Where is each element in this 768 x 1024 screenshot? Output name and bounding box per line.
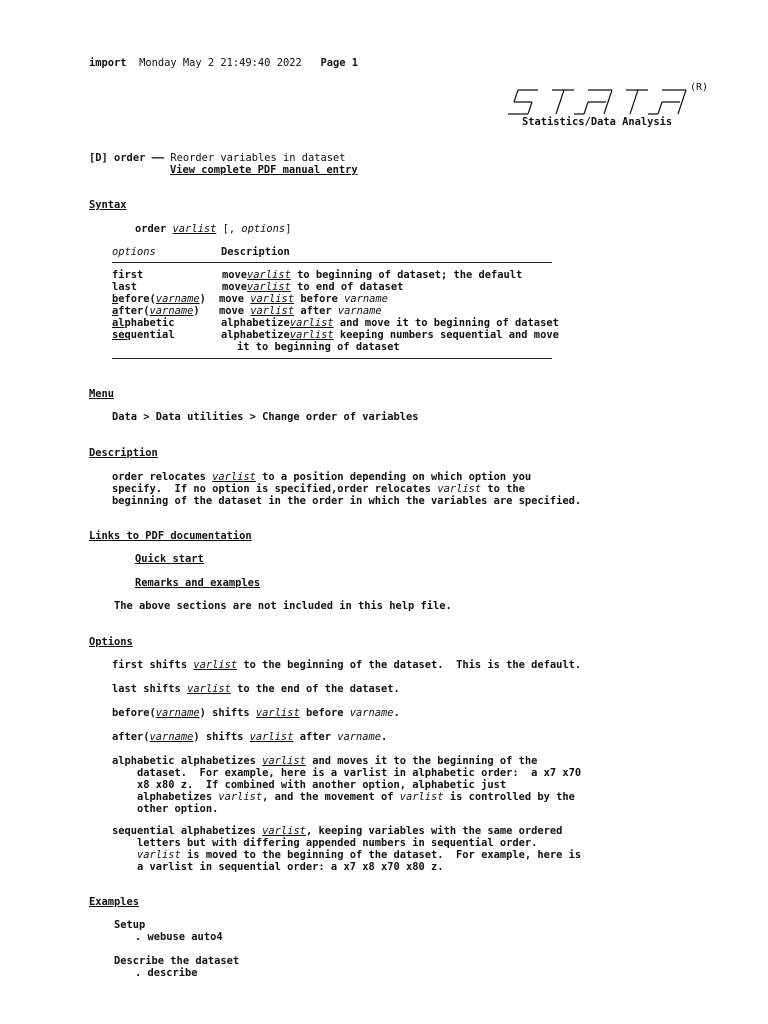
header-prog: import	[89, 57, 127, 69]
description-line-1: order relocates varlist to a position depending on which option you	[112, 471, 532, 483]
examples-describe-label: Describe the dataset	[114, 955, 240, 967]
header-page: Page 1	[320, 57, 359, 69]
stata-logo	[508, 82, 708, 132]
option-after-desc: move varlist after varname	[219, 305, 382, 317]
registered-mark: (R)	[690, 82, 709, 93]
option-alphabetic-line-5: other option.	[137, 803, 219, 815]
option-before-text: before(varname) shifts varlist before varname.	[112, 707, 400, 719]
syntax-options: options	[241, 223, 286, 235]
option-after[interactable]: after(varname)	[112, 305, 200, 317]
options-heading: Options	[89, 636, 133, 648]
option-before-desc: move varlist before varname	[219, 293, 388, 305]
options-column-header: options	[112, 246, 156, 258]
option-sequential[interactable]: sequential	[112, 329, 175, 341]
menu-heading: Menu	[89, 388, 115, 400]
links-note: The above sections are not included in this help file.	[114, 600, 452, 612]
table-rule-bottom	[112, 358, 552, 359]
print-header	[89, 58, 358, 70]
menu-path: Data > Data utilities > Change order of variables	[112, 411, 419, 423]
title-tag: [D]	[89, 152, 108, 164]
title-cmd: order	[114, 152, 146, 164]
option-sequential-line-1: sequential alphabetizes varlist, keeping variables with the same ordered	[112, 825, 563, 837]
links-heading: Links to PDF documentation	[89, 530, 252, 542]
option-after-text: after(varname) shifts varlist after varname.	[112, 731, 388, 743]
header-datetime: Monday May 2 21:49:40 2022	[139, 57, 302, 69]
examples-cmd-webuse[interactable]: . webuse auto4	[135, 931, 223, 943]
table-rule-top	[112, 262, 552, 263]
option-last-text: last shifts varlist to the end of the dataset.	[112, 683, 400, 695]
syntax-cmd: order	[135, 223, 167, 235]
option-sequential-line-4: a varlist in sequential order: a x7 x8 x70 x80 z.	[137, 861, 444, 873]
description-column-header: Description	[221, 246, 290, 258]
option-alphabetic-line-2: dataset. For example, here is a varlist in alphabetic order: a x7 x70	[137, 767, 582, 779]
option-last[interactable]: last	[112, 281, 138, 293]
quick-start-link[interactable]: Quick start	[135, 553, 204, 565]
title-dash: ——	[151, 152, 165, 164]
syntax-bracket-open: [,	[222, 223, 236, 235]
option-first[interactable]: first	[112, 269, 144, 281]
description-heading: Description	[89, 447, 158, 459]
option-first-desc: movevarlist to beginning of dataset; the default	[222, 269, 523, 281]
examples-heading: Examples	[89, 896, 140, 908]
option-sequential-line-2: letters but with differing appended numbers in sequential order.	[137, 837, 538, 849]
option-before[interactable]: before(varname)	[112, 293, 206, 305]
option-alphabetic[interactable]: alphabetic	[112, 317, 175, 329]
option-alphabetic-line-3: x8 x80 z. If combined with another option, alphabetic just	[137, 779, 507, 791]
option-sequential-line-3: varlist is moved to the beginning of the dataset. For example, here is	[137, 849, 582, 861]
option-sequential-desc: alphabetizevarlist keeping numbers sequential and move	[221, 329, 559, 341]
syntax-bracket-close: ]	[285, 223, 292, 235]
option-alphabetic-line-1: alphabetic alphabetizes varlist and moves it to the beginning of the	[112, 755, 538, 767]
remarks-examples-link[interactable]: Remarks and examples	[135, 577, 261, 589]
title-desc: Reorder variables in dataset	[170, 152, 346, 164]
pdf-manual-link[interactable]: View complete PDF manual entry	[170, 164, 358, 176]
syntax-line	[135, 224, 291, 236]
option-last-desc: movevarlist to end of dataset	[222, 281, 404, 293]
option-sequential-desc-cont: it to beginning of dataset	[237, 341, 400, 353]
description-line-3: beginning of the dataset in the order in which the variables are specified.	[112, 495, 582, 507]
option-alphabetic-line-4: alphabetizes varlist, and the movement of varlist is controlled by the	[137, 791, 575, 803]
syntax-heading: Syntax	[89, 199, 127, 211]
logo-tagline: Statistics/Data Analysis	[522, 116, 673, 128]
examples-setup-label: Setup	[114, 919, 146, 931]
option-alphabetic-desc: alphabetizevarlist and move it to beginning of dataset	[221, 317, 559, 329]
examples-cmd-describe[interactable]: . describe	[135, 967, 198, 979]
description-line-2: specify. If no option is specified,order relocates varlist to the	[112, 483, 525, 495]
option-first-text: first shifts varlist to the beginning of the dataset. This is the default.	[112, 659, 582, 671]
syntax-varlist[interactable]: varlist	[172, 223, 217, 235]
